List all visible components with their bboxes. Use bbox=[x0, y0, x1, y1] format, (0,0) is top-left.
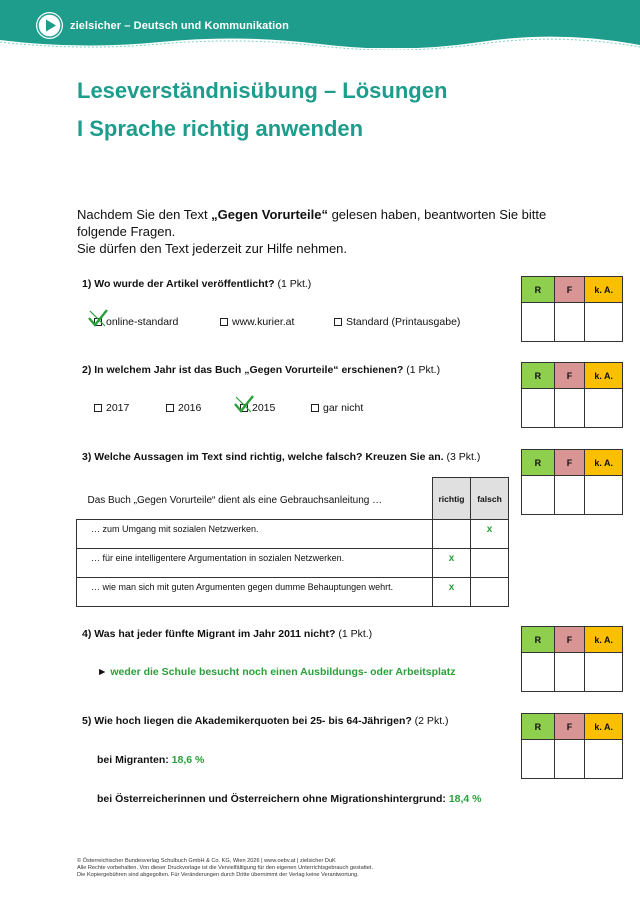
score-cell[interactable] bbox=[554, 476, 585, 515]
score-header-ka: k. A. bbox=[585, 363, 623, 389]
intro-line1-post: gelesen haben, beantworten Sie bitte bbox=[327, 207, 547, 222]
q2-option-2016[interactable] bbox=[166, 402, 201, 414]
answer-5b-label: bei Österreicherinnen und Österreichern ohne Migrationshintergrund: bbox=[97, 793, 449, 805]
arrow-bullet-icon: ► bbox=[97, 666, 108, 678]
score-cell[interactable] bbox=[554, 653, 585, 692]
checkbox[interactable] bbox=[220, 318, 228, 326]
score-cell[interactable] bbox=[585, 303, 623, 342]
score-header-ka: k. A. bbox=[585, 714, 623, 740]
falsch-cell[interactable] bbox=[471, 549, 509, 578]
footer-line: Alle Rechte vorbehalten. Von dieser Druckvorlage ist die Vervielfältigung für den eigenen Unterrichtsgebrauch gestattet. bbox=[77, 865, 374, 871]
checkbox[interactable] bbox=[94, 404, 102, 412]
answer-4-text: weder die Schule besucht noch einen Ausbildungs- oder Arbeitsplatz bbox=[110, 666, 456, 678]
score-header-r: R bbox=[522, 714, 555, 740]
q1-option-online-standard[interactable] bbox=[94, 316, 178, 328]
header-wave-decoration bbox=[0, 36, 640, 50]
score-header-f: F bbox=[554, 277, 585, 303]
question-3-points: (3 Pkt.) bbox=[443, 451, 481, 463]
score-grid-q3 bbox=[521, 449, 623, 515]
q1-option-standard-print[interactable] bbox=[334, 316, 460, 328]
question-1 bbox=[82, 278, 311, 290]
question-2 bbox=[82, 364, 440, 376]
answer-5b-value: 18,4 % bbox=[448, 793, 482, 805]
score-cell[interactable] bbox=[585, 389, 623, 428]
q2-option-label: 2017 bbox=[106, 402, 130, 414]
richtig-cell[interactable] bbox=[433, 520, 471, 549]
footer-line: Die Kopiergebühren sind abgegolten. Für Veränderungen durch Dritte übernimmt der Verlag keine Verantwortung. bbox=[77, 872, 359, 878]
q1-option-kurier[interactable] bbox=[220, 316, 294, 328]
question-5-text: 5) Wie hoch liegen die Akademikerquoten bei 25- bis 64-Jährigen? bbox=[82, 715, 412, 727]
score-header-ka: k. A. bbox=[585, 450, 623, 476]
column-header-richtig: richtig bbox=[433, 478, 471, 520]
question-3-text: 3) Welche Aussagen im Text sind richtig, welche falsch? Kreuzen Sie an. bbox=[82, 451, 444, 463]
question-2-points: (1 Pkt.) bbox=[403, 364, 441, 376]
statements-caption: Das Buch „Gegen Vorurteile“ dient als eine Gebrauchsanleitung … bbox=[87, 494, 383, 506]
score-header-r: R bbox=[522, 450, 555, 476]
footer-line: © Österreichischer Bundesverlag Schulbuch GmbH & Co. KG, Wien 2026 | www.oebv.at | zielsicher DuK bbox=[77, 858, 336, 864]
green-check-icon bbox=[234, 395, 254, 415]
q2-option-label: gar nicht bbox=[323, 402, 364, 414]
richtig-cell[interactable]: x bbox=[433, 549, 471, 578]
score-cell[interactable] bbox=[522, 740, 555, 779]
falsch-cell[interactable]: x bbox=[471, 520, 509, 549]
score-header-r: R bbox=[522, 277, 555, 303]
q1-option-label: Standard (Printausgabe) bbox=[346, 316, 461, 328]
falsch-cell[interactable] bbox=[471, 578, 509, 607]
score-grid-q1 bbox=[521, 276, 623, 342]
q1-option-label: online-standard bbox=[106, 316, 179, 328]
checkbox-checked[interactable] bbox=[94, 318, 102, 326]
checkbox[interactable] bbox=[334, 318, 342, 326]
question-2-text: 2) In welchem Jahr ist das Buch „Gegen Vorurteile“ erschienen? bbox=[82, 364, 404, 376]
score-cell[interactable] bbox=[585, 476, 623, 515]
score-cell[interactable] bbox=[554, 740, 585, 779]
score-cell[interactable] bbox=[522, 303, 555, 342]
question-4 bbox=[82, 628, 372, 640]
question-5-points: (2 Pkt.) bbox=[411, 715, 449, 727]
checkbox-checked[interactable] bbox=[240, 404, 248, 412]
statement-text: … für eine intelligentere Argumentation in sozialen Netzwerken. bbox=[77, 549, 433, 578]
score-cell[interactable] bbox=[522, 653, 555, 692]
question-1-text: 1) Wo wurde der Artikel veröffentlicht? bbox=[82, 278, 275, 290]
richtig-cell[interactable]: x bbox=[433, 578, 471, 607]
score-header-r: R bbox=[522, 627, 555, 653]
score-cell[interactable] bbox=[585, 653, 623, 692]
table-row bbox=[77, 578, 509, 607]
question-4-text: 4) Was hat jeder fünfte Migrant im Jahr 2011 nicht? bbox=[82, 628, 336, 640]
header-band bbox=[0, 0, 640, 48]
table-row bbox=[77, 549, 509, 578]
answer-5a-label: bei Migranten: bbox=[97, 754, 172, 766]
brand-name: zielsicher – Deutsch und Kommunikation bbox=[70, 20, 289, 32]
q2-option-2017[interactable] bbox=[94, 402, 129, 414]
score-header-f: F bbox=[554, 714, 585, 740]
checkbox[interactable] bbox=[166, 404, 174, 412]
statements-table bbox=[76, 477, 509, 607]
page-subtitle: I Sprache richtig anwenden bbox=[77, 116, 364, 141]
score-header-r: R bbox=[522, 363, 555, 389]
q1-option-label: www.kurier.at bbox=[232, 316, 295, 328]
score-grid-q4 bbox=[521, 626, 623, 692]
score-cell[interactable] bbox=[522, 476, 555, 515]
play-logo-icon bbox=[36, 12, 63, 39]
score-cell[interactable] bbox=[585, 740, 623, 779]
footer bbox=[77, 858, 373, 879]
answer-5a-value: 18,6 % bbox=[171, 754, 205, 766]
score-header-ka: k. A. bbox=[585, 277, 623, 303]
score-header-f: F bbox=[554, 363, 585, 389]
score-header-f: F bbox=[554, 450, 585, 476]
statement-text: … zum Umgang mit sozialen Netzwerken. bbox=[77, 520, 433, 549]
checkbox[interactable] bbox=[311, 404, 319, 412]
intro-text-title: „Gegen Vorurteile“ bbox=[211, 207, 328, 222]
intro-text bbox=[77, 206, 577, 257]
score-cell[interactable] bbox=[522, 389, 555, 428]
question-1-points: (1 Pkt.) bbox=[274, 278, 312, 290]
score-cell[interactable] bbox=[554, 303, 585, 342]
score-grid-q2 bbox=[521, 362, 623, 428]
page-title: Leseverständnisübung – Lösungen bbox=[77, 78, 448, 103]
answer-4 bbox=[97, 666, 456, 678]
q2-option-label: 2016 bbox=[178, 402, 202, 414]
intro-line1-pre: Nachdem Sie den Text bbox=[77, 207, 212, 222]
score-header-f: F bbox=[554, 627, 585, 653]
answer-5a bbox=[97, 754, 204, 766]
q2-option-gar-nicht[interactable] bbox=[311, 402, 363, 414]
question-5 bbox=[82, 715, 449, 727]
statement-text: … wie man sich mit guten Argumenten gegen dumme Behauptungen wehrt. bbox=[77, 578, 433, 607]
answer-5b bbox=[97, 793, 482, 805]
table-row bbox=[77, 520, 509, 549]
intro-line2: folgende Fragen. bbox=[77, 224, 176, 239]
q2-option-2015[interactable] bbox=[240, 402, 275, 414]
q2-option-label: 2015 bbox=[252, 402, 276, 414]
question-4-points: (1 Pkt.) bbox=[335, 628, 373, 640]
score-grid-q5 bbox=[521, 713, 623, 779]
score-header-ka: k. A. bbox=[585, 627, 623, 653]
green-check-icon bbox=[88, 309, 108, 329]
column-header-falsch: falsch bbox=[471, 478, 509, 520]
score-cell[interactable] bbox=[554, 389, 585, 428]
question-3 bbox=[82, 451, 480, 463]
intro-line3: Sie dürfen den Text jederzeit zur Hilfe nehmen. bbox=[77, 241, 348, 256]
